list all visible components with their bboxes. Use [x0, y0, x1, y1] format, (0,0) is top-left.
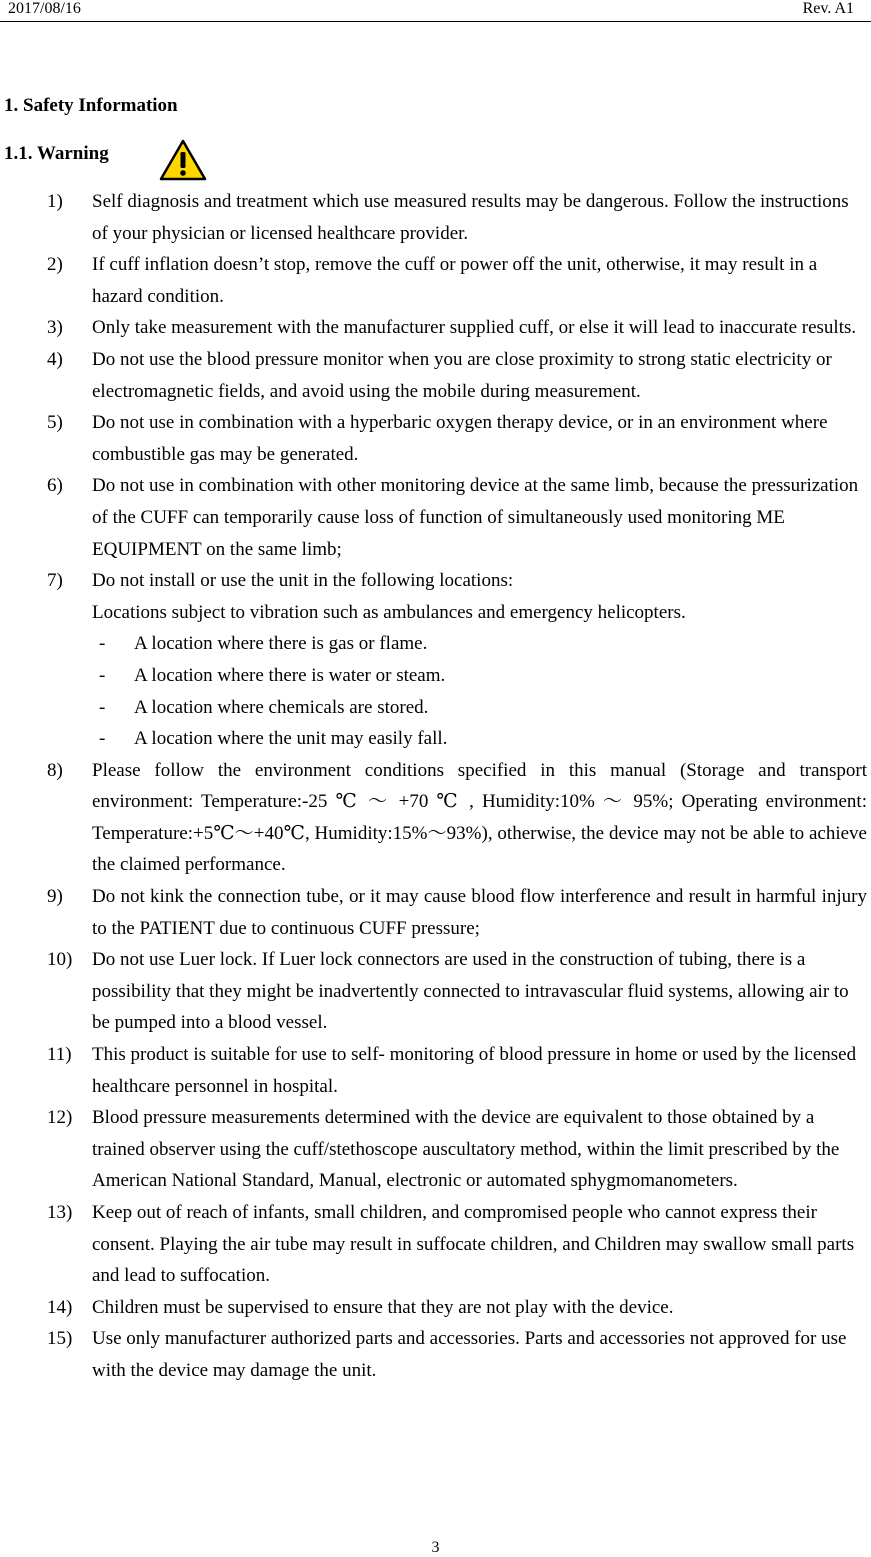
list-item: [0, 565, 871, 597]
section-title: 1. Safety Information: [4, 95, 178, 116]
sub-item-text: A location where there is water or steam.: [134, 664, 446, 686]
sub-list-item: [0, 723, 871, 755]
item-text: Do not kink the connection tube, or it may cause blood flow interference and result in harmful injury to the PATIENT due to continuous CUFF pressure;: [92, 886, 867, 939]
item-text: Do not use the blood pressure monitor when you are close proximity to strong static electricity or electromagnetic fields, and avoid using the mobile during measurement.: [92, 348, 832, 402]
item-number: 13): [47, 1202, 73, 1223]
sub-item-text: A location where there is gas or flame.: [134, 633, 428, 655]
item-text: If cuff inflation doesn’t stop, remove the cuff or power off the unit, otherwise, it may result in a hazard condition.: [92, 254, 818, 307]
page-number: 3: [431, 1539, 440, 1556]
sub-list-item: [0, 628, 871, 660]
item-text: Children must be supervised to ensure that they are not play with the device.: [92, 1296, 674, 1318]
item-text: Do not install or use the unit in the following locations:: [92, 570, 514, 592]
item-number: 15): [47, 1328, 73, 1350]
item-text: Please follow the environment conditions specified in this manual (Storage and transport environment: Temperature:-25 ℃ ～ +70 ℃ , Humidity:10% ～ 95%; Operating environment: Temperature:+5℃～+40℃, Humidity:15%～93%), otherwise, the device may not be able to achieve the claimed performance.: [92, 759, 867, 876]
item-text: Do not use in combination with a hyperbaric oxygen therapy device, or in an environment where combustible gas may be generated.: [92, 412, 828, 465]
sub-bullet: -: [99, 728, 106, 750]
list-item: [0, 344, 871, 407]
list-item: [0, 1039, 871, 1102]
list-item: [0, 1197, 871, 1292]
item-text: Use only manufacturer authorized parts and accessories. Parts and accessories not approved for use with the device may damage the unit.: [92, 1328, 847, 1381]
item-text: Self diagnosis and treatment which use measured results may be dangerous. Follow the instructions of your physician or licensed healthcare provider.: [92, 191, 849, 244]
item-number: 5): [47, 412, 63, 434]
sub-bullet: -: [99, 696, 106, 718]
list-item: [0, 186, 871, 249]
list-item: [0, 944, 871, 1039]
item-number: 10): [47, 949, 73, 971]
item-number: 8): [47, 759, 63, 781]
locations-intro: Locations subject to vibration such as ambulances and emergency helicopters.: [92, 601, 686, 623]
item-number: 4): [47, 348, 63, 370]
item-number: 7): [47, 570, 63, 592]
item-text: This product is suitable for use to self- monitoring of blood pressure in home or used by the licensed healthcare personnel in hospital.: [92, 1044, 857, 1097]
item-number: 14): [47, 1296, 73, 1318]
list-item: [0, 312, 871, 344]
list-item: [0, 407, 871, 470]
subsection-title: 1.1. Warning: [4, 143, 109, 164]
item-text: Do not use in combination with other monitoring device at the same limb, because the pressurization of the CUFF can temporarily cause loss of function of simultaneously used monitoring ME EQUIPMENT on the same limb;: [92, 475, 859, 560]
item-number: 3): [47, 317, 63, 339]
item-number: 1): [47, 191, 63, 212]
page-header: [0, 0, 871, 22]
list-item: [0, 1323, 871, 1386]
item-number: 9): [47, 886, 63, 908]
sub-list-item: [0, 692, 871, 724]
header-date: 2017/08/16: [8, 0, 81, 17]
item-text: Only take measurement with the manufacturer supplied cuff, or else it will lead to inaccurate results.: [92, 317, 857, 339]
item-text: Keep out of reach of infants, small children, and compromised people who cannot express their consent. Playing the air tube may result in suffocate children, and Children may swallow small parts and lead to suffocation.: [92, 1202, 855, 1287]
list-item: [0, 881, 871, 944]
warning-triangle-icon: [159, 139, 207, 181]
header-revision: Rev. A1: [802, 0, 854, 17]
sub-item-text: A location where the unit may easily fall.: [134, 728, 448, 750]
item-text: Blood pressure measurements determined with the device are equivalent to those obtained by a trained observer using the cuff/stethoscope auscultatory method, within the limit prescribed by the American National Standard, Manual, electronic or automated sphygmomanometers.: [92, 1107, 840, 1192]
item-number: 11): [47, 1044, 72, 1066]
list-item: [0, 755, 871, 881]
list-item: [0, 249, 871, 312]
sub-bullet: -: [99, 664, 106, 686]
warning-list: [0, 186, 871, 1387]
item-number: 2): [47, 254, 63, 276]
item-number: 12): [47, 1107, 73, 1129]
list-item: [0, 1102, 871, 1197]
item-text: Do not use Luer lock. If Luer lock connectors are used in the construction of tubing, there is a possibility that they might be inadvertently connected to intravascular fluid systems, allowing air to be pumped into a blood vessel.: [92, 949, 849, 1034]
sub-bullet: -: [99, 633, 106, 655]
list-item: [0, 1292, 871, 1324]
item-number: 6): [47, 475, 63, 497]
sub-list-item: [0, 660, 871, 692]
sub-item-text: A location where chemicals are stored.: [134, 696, 429, 718]
list-item: [0, 470, 871, 565]
